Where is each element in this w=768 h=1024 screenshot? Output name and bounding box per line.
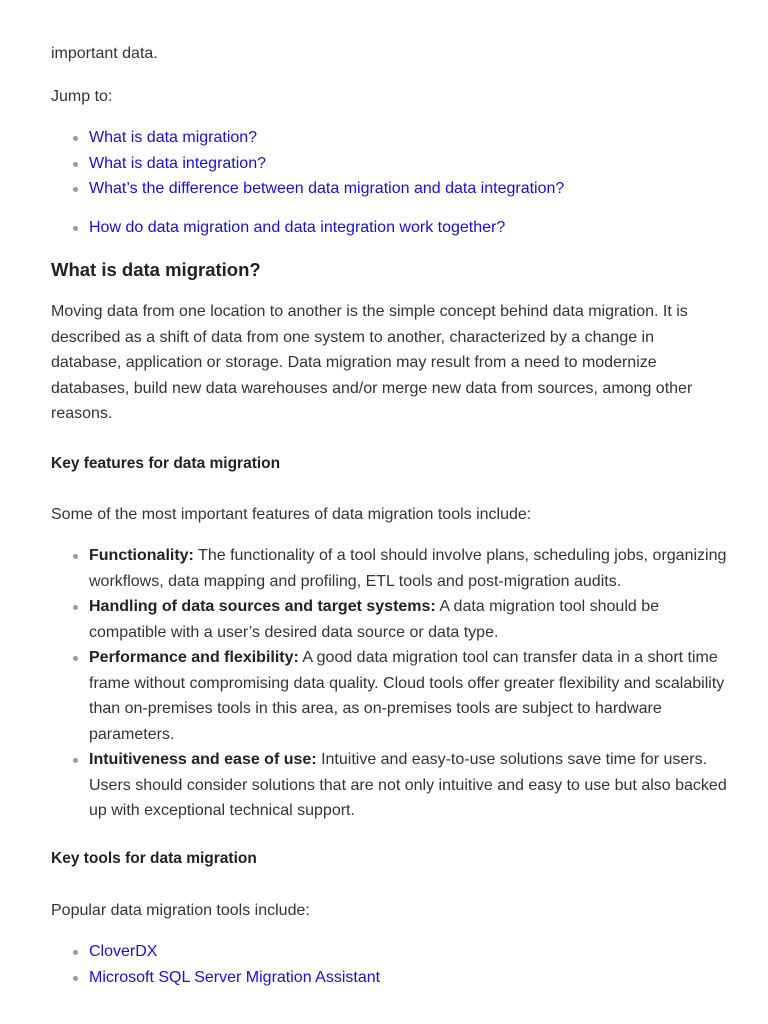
feature-title: Intuitiveness and ease of use: (89, 751, 317, 768)
features-list (51, 543, 731, 824)
jump-to-list (51, 125, 731, 240)
feature-text: The functionality of a tool should involve plans, scheduling jobs, organizing workflows, data mapping and profiling, ETL tools and post-migration audits. (89, 547, 727, 590)
jump-link-data-migration[interactable]: What is data migration? (89, 129, 258, 146)
jump-link-work-together[interactable]: How do data migration and data integration work together? (89, 218, 506, 236)
jump-link-difference[interactable]: What’s the difference between data migration and data integration? (89, 180, 565, 197)
feature-item-functionality (51, 543, 731, 594)
list-item (51, 215, 731, 241)
feature-item-performance (51, 645, 731, 747)
list-item (51, 151, 731, 177)
feature-title: Performance and flexibility: (89, 649, 299, 666)
list-item (51, 176, 731, 202)
feature-title: Handling of data sources and target systems: (89, 598, 436, 615)
list-item (51, 939, 380, 965)
tool-link-cloverdx[interactable]: CloverDX (89, 943, 158, 960)
section-heading-data-migration: What is data migration? (51, 259, 261, 280)
intro-paragraph-end: important data. (51, 45, 158, 62)
tools-list (51, 939, 380, 990)
key-tools-intro: Popular data migration tools include: (51, 902, 310, 919)
list-item (51, 965, 380, 991)
tool-link-sql-server-migration-assistant[interactable]: Microsoft SQL Server Migration Assistant (89, 968, 381, 986)
key-features-intro: Some of the most important features of data migration tools include: (51, 506, 532, 523)
jump-link-data-integration[interactable]: What is data integration? (89, 154, 266, 172)
feature-item-intuitiveness (51, 747, 731, 824)
feature-item-data-sources (51, 594, 731, 645)
feature-text: A data migration tool should be compatible with a user’s desired data source or data type. (89, 598, 660, 641)
list-item (51, 125, 731, 151)
key-tools-heading: Key tools for data migration (51, 850, 257, 867)
jump-to-label: Jump to: (51, 88, 113, 105)
feature-title: Functionality: (89, 547, 194, 564)
feature-text: Intuitive and easy-to-use solutions save time for users. Users should consider solutions that are not only intuitive and easy to use but also backed up with exceptional technical support. (89, 751, 727, 819)
feature-text: A good data migration tool can transfer data in a short time frame without compromising data quality. Cloud tools offer greater flexibility and scalability than on-premises tools in this area, as on-premises tools are subject to hardware parameters. (89, 649, 725, 743)
data-migration-paragraph: Moving data from one location to another is the simple concept behind data migration. It is described as a shift of data from one system to another, characterized by a change in database, application or storage. Data migration may result from a need to modernize databases, build new data warehouses and/or merge new data from sources, among other reasons. (51, 303, 693, 422)
key-features-heading: Key features for data migration (51, 455, 281, 472)
